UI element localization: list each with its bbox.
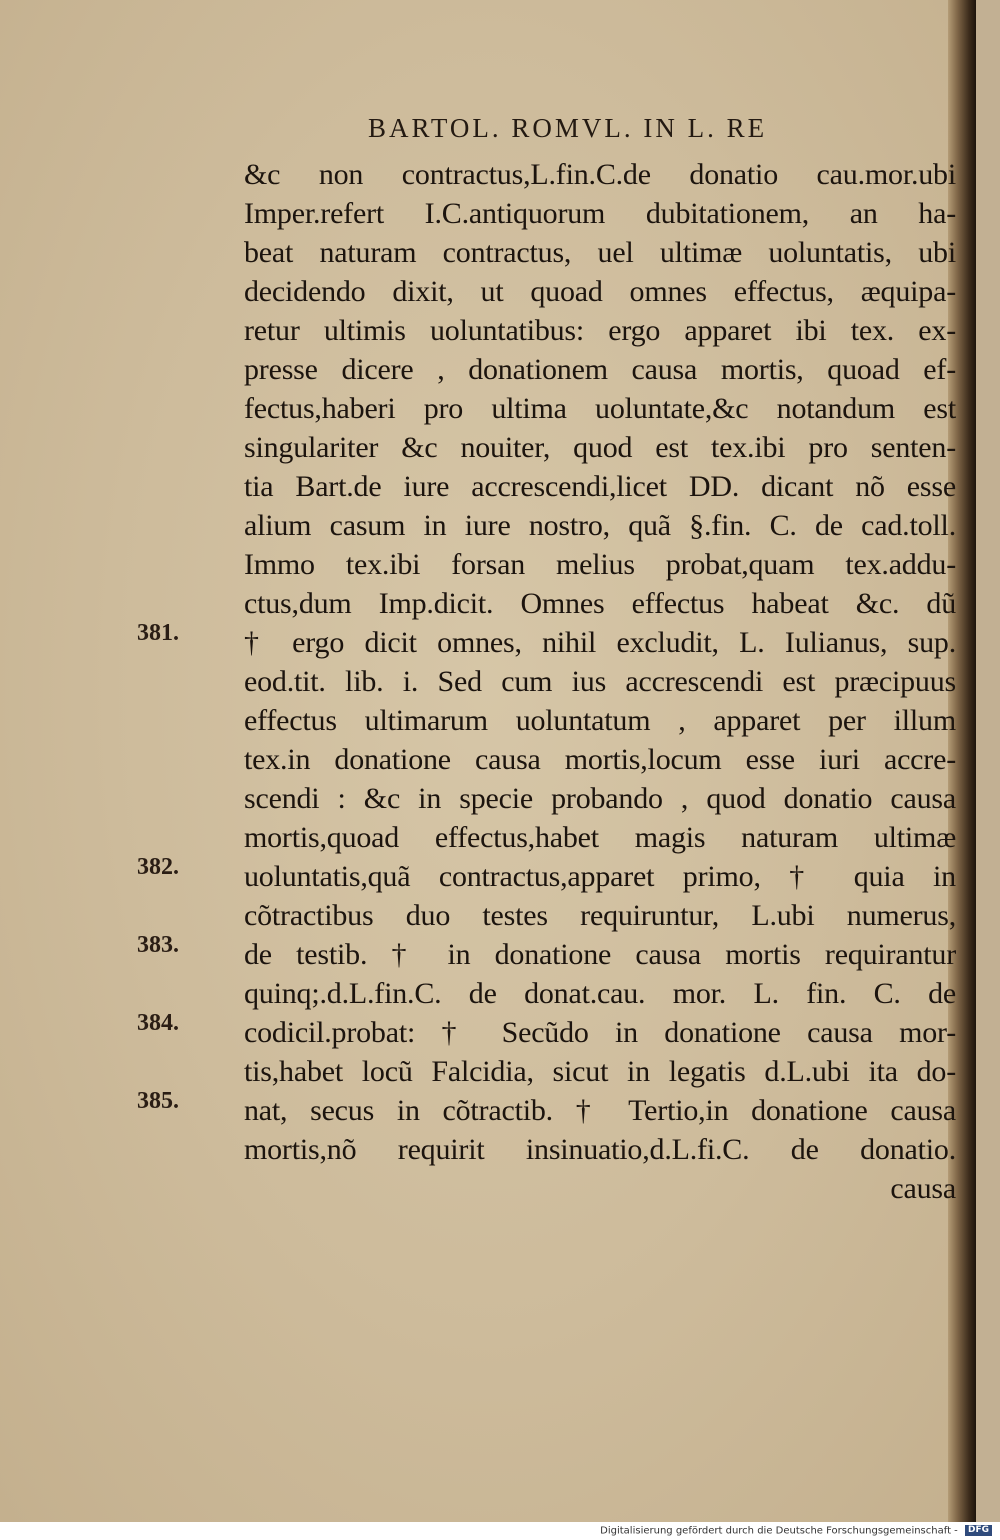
text-line: decidendo dixit, ut quoad omnes effectus, æquipa- bbox=[244, 275, 956, 308]
text-line: beat naturam contractus, uel ultimæ uoluntatis, ubi bbox=[244, 236, 956, 269]
dfg-logo[interactable]: DFG bbox=[965, 1525, 992, 1536]
text-line: presse dicere , donationem causa mortis, quoad ef- bbox=[244, 353, 956, 386]
text-line: Immo tex.ibi forsan melius probat,quam tex.addu- bbox=[244, 548, 956, 581]
text-line: eod.tit. lib. i. Sed cum ius accrescendi est præcipuus bbox=[244, 665, 956, 698]
text-line: Imper.refert I.C.antiquorum dubitationem, an ha- bbox=[244, 197, 956, 230]
text-line: ctus,dum Imp.dicit. Omnes effectus habeat &c. dũ bbox=[244, 587, 956, 620]
footer-credit-text: Digitalisierung gefördert durch die Deutsche Forschungsgemeinschaft - bbox=[600, 1525, 958, 1537]
margin-number-382: 382. bbox=[137, 854, 179, 880]
text-line: fectus,haberi pro ultima uoluntate,&c notandum est bbox=[244, 392, 956, 425]
text-line: uoluntatis,quã contractus,apparet primo, † quia in bbox=[244, 860, 956, 893]
text-line: singulariter &c nouiter, quod est tex.ibi pro senten- bbox=[244, 431, 956, 464]
text-line: mortis,nõ requirit insinuatio,d.L.fi.C. de donatio. bbox=[244, 1133, 956, 1166]
text-line: retur ultimis uoluntatibus: ergo apparet ibi tex. ex- bbox=[244, 314, 956, 347]
text-line: de testib. † in donatione causa mortis requirantur bbox=[244, 938, 956, 971]
running-head: BARTOL. ROMVL. IN L. RE bbox=[368, 113, 768, 143]
margin-number-384: 384. bbox=[137, 1010, 179, 1036]
margin-number-385: 385. bbox=[137, 1088, 179, 1114]
text-line: tis,habet locũ Falcidia, sicut in legatis d.L.ubi ita do- bbox=[244, 1055, 956, 1088]
text-line: mortis,quoad effectus,habet magis naturam ultimæ bbox=[244, 821, 956, 854]
footer-credit bbox=[600, 1525, 992, 1538]
text-line: codicil.probat: † Secũdo in donatione causa mor- bbox=[244, 1016, 956, 1049]
catchword: causa bbox=[890, 1172, 956, 1205]
text-line: scendi : &c in specie probando , quod donatio causa bbox=[244, 782, 956, 815]
text-line: &c non contractus,L.fin.C.de donatio cau.mor.ubi bbox=[244, 158, 956, 191]
text-line: quinq;.d.L.fin.C. de donat.cau. mor. L. fin. C. de bbox=[244, 977, 956, 1010]
text-line: tex.in donatione causa mortis,locum esse iuri accre- bbox=[244, 743, 956, 776]
text-line: alium casum in iure nostro, quã §.fin. C. de cad.toll. bbox=[244, 509, 956, 542]
text-line: cõtractibus duo testes requiruntur, L.ubi numerus, bbox=[244, 899, 956, 932]
text-line: † ergo dicit omnes, nihil excludit, L. Iulianus, sup. bbox=[244, 626, 956, 659]
text-line: tia Bart.de iure accrescendi,licet DD. dicant nõ esse bbox=[244, 470, 956, 503]
text-line: nat, secus in cõtractib. † Tertio,in donatione causa bbox=[244, 1094, 956, 1127]
margin-number-381: 381. bbox=[137, 620, 179, 646]
text-line: effectus ultimarum uoluntatum , apparet per illum bbox=[244, 704, 956, 737]
body-text bbox=[244, 155, 956, 1208]
margin-number-383: 383. bbox=[137, 932, 179, 958]
